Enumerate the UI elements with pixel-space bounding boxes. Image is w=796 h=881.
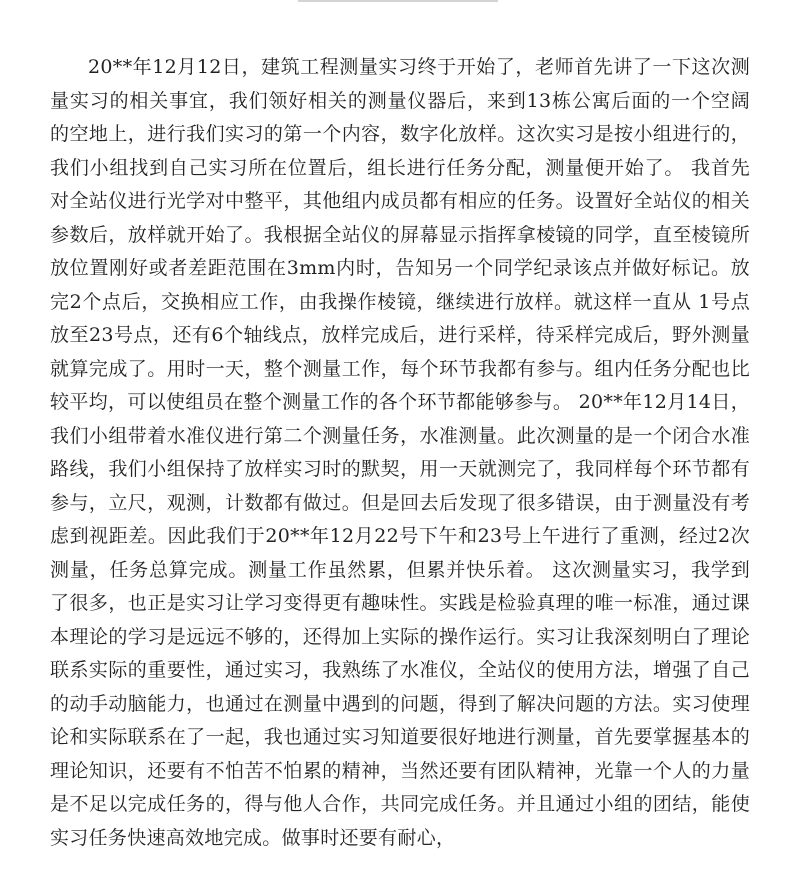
document-page (50, 51, 750, 855)
body-paragraph: 20**年12月12日，建筑工程测量实习终于开始了，老师首先讲了一下这次测量实习的相关事宜，我们领好相关的测量仪器后，来到13栋公寓后面的一个空阔的空地上，进行我们实习的第一个内容，数字化放样。这次实习是按小组进行的，我们小组找到自己实习所在位置后，组长进行任务分配，测量便开始了。 我首先对全站仪进行光学对中整平，其他组内成员都有相应的任务。设置好全站仪的相关参数后，放样就开始了。我根据全站仪的屏幕显示指挥拿棱镜的同学，直至棱镜所放位置刚好或者差距范围在3mm内时，告知另一个同学纪录该点并做好标记。放完2个点后，交换相应工作，由我操作棱镜，继续进行放样。就这样一直从 1号点放至23号点，还有6个轴线点，放样完成后，进行采样，待采样完成后，野外测量就算完成了。用时一天，整个测量工作，每个环节我都有参与。组内任务分配也比较平均，可以使组员在整个测量工作的各个环节都能够参与。 20**年12月14日，我们小组带着水准仪进行第二个测量任务，水准测量。此次测量的是一个闭合水准路线，我们小组保持了放样实习时的默契，用一天就测完了，我同样每个环节都有参与，立尺，观测，计数都有做过。但是回去后发现了很多错误，由于测量没有考虑到视距差。因此我们于20**年12月22号下午和23号上午进行了重测，经过2次测量，任务总算完成。测量工作虽然累，但累并快乐着。 这次测量实习，我学到了很多，也正是实习让学习变得更有趣味性。实践是检验真理的唯一标准，通过课本理论的学习是远远不够的，还得加上实际的操作运行。实习让我深刻明白了理论联系实际的重要性，通过实习，我熟练了水准仪，全站仪的使用方法，增强了自己的动手动脑能力，也通过在测量中遇到的问题，得到了解决问题的方法。实习使理论和实际联系在了一起，我也通过实习知道要很好地进行测量，首先要掌握基本的理论知识，还要有不怕苦不怕累的精神，当然还要有团队精神，光靠一个人的力量是不足以完成任务的，得与他人合作，共同完成任务。并且通过小组的团结，能使实习任务快速高效地完成。做事时还要有耐心， (50, 56, 750, 849)
page-top-divider (298, 0, 498, 2)
